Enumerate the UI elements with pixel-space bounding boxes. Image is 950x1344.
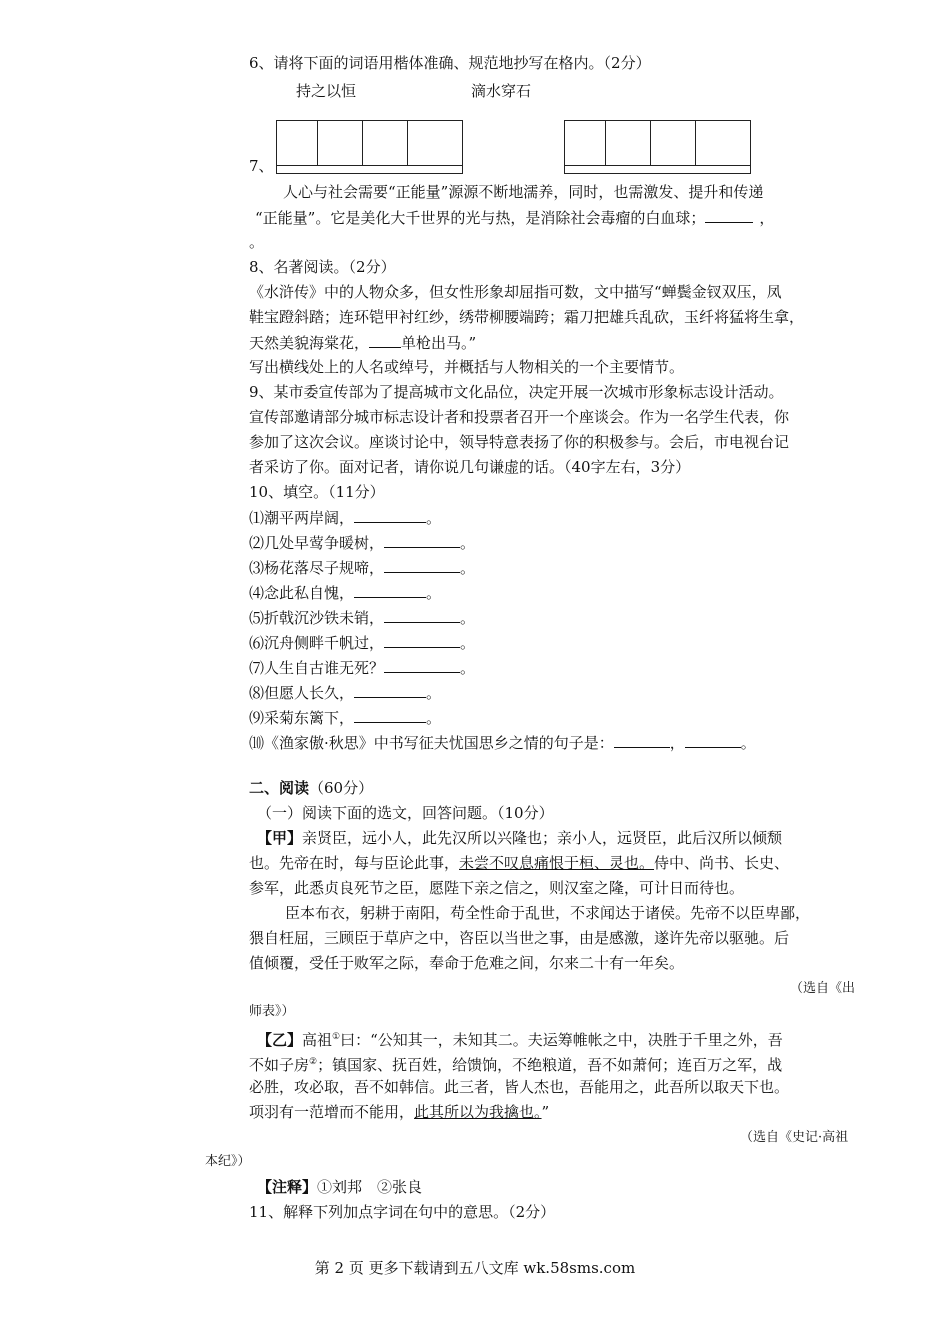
writing-grid-1[interactable] xyxy=(276,120,463,174)
yi-source-2: 本纪》） xyxy=(205,1154,251,1169)
q8-title: 8、名著阅读。（2分） xyxy=(249,258,396,276)
q11-text: 11、解释下列加点字词在句中的意思。（2分） xyxy=(249,1203,556,1221)
jia-source-1: （选自《出 xyxy=(790,981,856,996)
q7-answer-blank[interactable] xyxy=(705,206,753,223)
jia-line2: 也。先帝在时，每与臣论此事，未尝不叹息痛恨于桓、灵也。侍中、尚书、长史、 xyxy=(249,854,790,872)
q10-blank[interactable] xyxy=(384,556,460,573)
page-footer: 第 2 页 更多下载请到五八文库 wk.58sms.com xyxy=(314,1259,636,1277)
q10-item: ⑴潮平两岸阔， 。 xyxy=(249,506,441,529)
section2-sub1: （一）阅读下面的选文，回答问题。（10分） xyxy=(257,804,554,822)
jia-line1: 【甲】亲贤臣，远小人，此先汉所以兴隆也；亲小人，远贤臣，此后汉所以倾颓 xyxy=(257,829,783,847)
q10-blank[interactable] xyxy=(354,581,426,598)
q7-line2: “正能量”。它是美化大千世界的光与热，是消除社会毒瘤的白血球； ， xyxy=(255,206,774,229)
q8-line2: 鞋宝蹬斜踏；连环铠甲衬红纱，绣带柳腰端跨；霜刀把雄兵乱砍，玉纤将猛将生拿， xyxy=(249,308,805,326)
q9-line3: 参加了这次会议。座谈讨论中，领导特意表扬了你的积极参与。会后，市电视台记 xyxy=(249,433,790,451)
q10-item: ⑵几处早莺争暖树， 。 xyxy=(249,531,475,554)
q10-item-10: ⑽《渔家傲·秋思》中书写征夫忧国思乡之情的句子是： ， 。 xyxy=(249,731,756,754)
q10-item: ⑶杨花落尽子规啼， 。 xyxy=(249,556,475,579)
yi-line1: 【乙】高祖①曰：“公知其一，未知其二。夫运筹帷帐之中，决胜于千里之外，吾 xyxy=(257,1031,783,1049)
section2-title: 二、阅读（60分） xyxy=(249,779,374,797)
q10-item: ⑻但愿人长久， 。 xyxy=(249,681,441,704)
jia-line4: 臣本布衣，躬耕于南阳，苟全性命于乱世，不求闻达于诸侯。先帝不以臣卑鄙， xyxy=(285,904,811,922)
q6-text: 6、请将下面的词语用楷体准确、规范地抄写在格内。（2分） xyxy=(249,54,651,72)
q6-word1: 持之以恒 xyxy=(296,82,357,100)
q9-line1: 9、某市委宣传部为了提高城市文化品位，决定开展一次城市形象标志设计活动。 xyxy=(249,383,784,401)
q6-word2: 滴水穿石 xyxy=(471,82,532,100)
q10-item: ⑼采菊东篱下， 。 xyxy=(249,706,441,729)
jia-source-2: 师表》） xyxy=(249,1004,295,1019)
jia-line3: 参军，此悉贞良死节之臣，愿陛下亲之信之，则汉室之隆，可计日而待也。 xyxy=(249,879,745,897)
yi-line3: 必胜，攻必取，吾不如韩信。此三者，皆人杰也，吾能用之，此吾所以取天下也。 xyxy=(249,1078,790,1096)
q8-line1: 《水浒传》中的人物众多，但女性形象却屈指可数，文中描写“蝉鬓金钗双压，凤 xyxy=(249,283,782,301)
q8-answer-blank[interactable] xyxy=(369,331,401,348)
notes: 【注释】①刘邦 ②张良 xyxy=(257,1178,423,1196)
q9-line4: 者采访了你。面对记者，请你说几句谦虚的话。（40字左右，3分） xyxy=(249,458,691,476)
yi-source-1: （选自《史记·高祖 xyxy=(740,1130,849,1145)
q10-blank[interactable] xyxy=(384,631,460,648)
q7-line1: 人心与社会需要“正能量”源源不断地濡养，同时，也需激发、提升和传递 xyxy=(283,183,764,201)
q10-item: ⑹沉舟侧畔千帆过， 。 xyxy=(249,631,475,654)
jia-line6: 值倾覆，受任于败军之际，奉命于危难之间，尔来二十有一年矣。 xyxy=(249,954,685,972)
q8-line3: 天然美貌海棠花， 单枪出马。” xyxy=(249,331,476,354)
q10-blank[interactable] xyxy=(354,681,426,698)
yi-line2: 不如子房②；镇国家、抚百姓，给馈饷，不绝粮道，吾不如萧何；连百万之军，战 xyxy=(249,1056,783,1074)
jia-line5: 猥自枉屈，三顾臣于草庐之中，咨臣以当世之事，由是感激，遂许先帝以驱驰。后 xyxy=(249,929,790,947)
q7-number: 7、 xyxy=(249,157,274,175)
q10-blank[interactable] xyxy=(685,731,741,748)
q10-item: ⑷念此私自愧， 。 xyxy=(249,581,441,604)
q10-blank[interactable] xyxy=(354,706,426,723)
q10-blank[interactable] xyxy=(384,531,460,548)
q10-blank[interactable] xyxy=(614,731,670,748)
q10-item: ⑸折戟沉沙铁未销， 。 xyxy=(249,606,475,629)
q10-blank[interactable] xyxy=(354,506,426,523)
q7-line3: 。 xyxy=(249,233,265,251)
q9-line2: 宣传部邀请部分城市标志设计者和投票者召开一个座谈会。作为一名学生代表，你 xyxy=(249,408,790,426)
yi-line4: 项羽有一范增而不能用，此其所以为我擒也。” xyxy=(249,1103,550,1121)
writing-grid-2[interactable] xyxy=(564,120,751,174)
q10-blank[interactable] xyxy=(384,656,460,673)
q10-blank[interactable] xyxy=(384,606,460,623)
q8-line4: 写出横线处上的人名或绰号，并概括与人物相关的一个主要情节。 xyxy=(249,358,685,376)
q10-item: ⑺人生自古谁无死？ 。 xyxy=(249,656,475,679)
q10-title: 10、填空。（11分） xyxy=(249,483,385,501)
